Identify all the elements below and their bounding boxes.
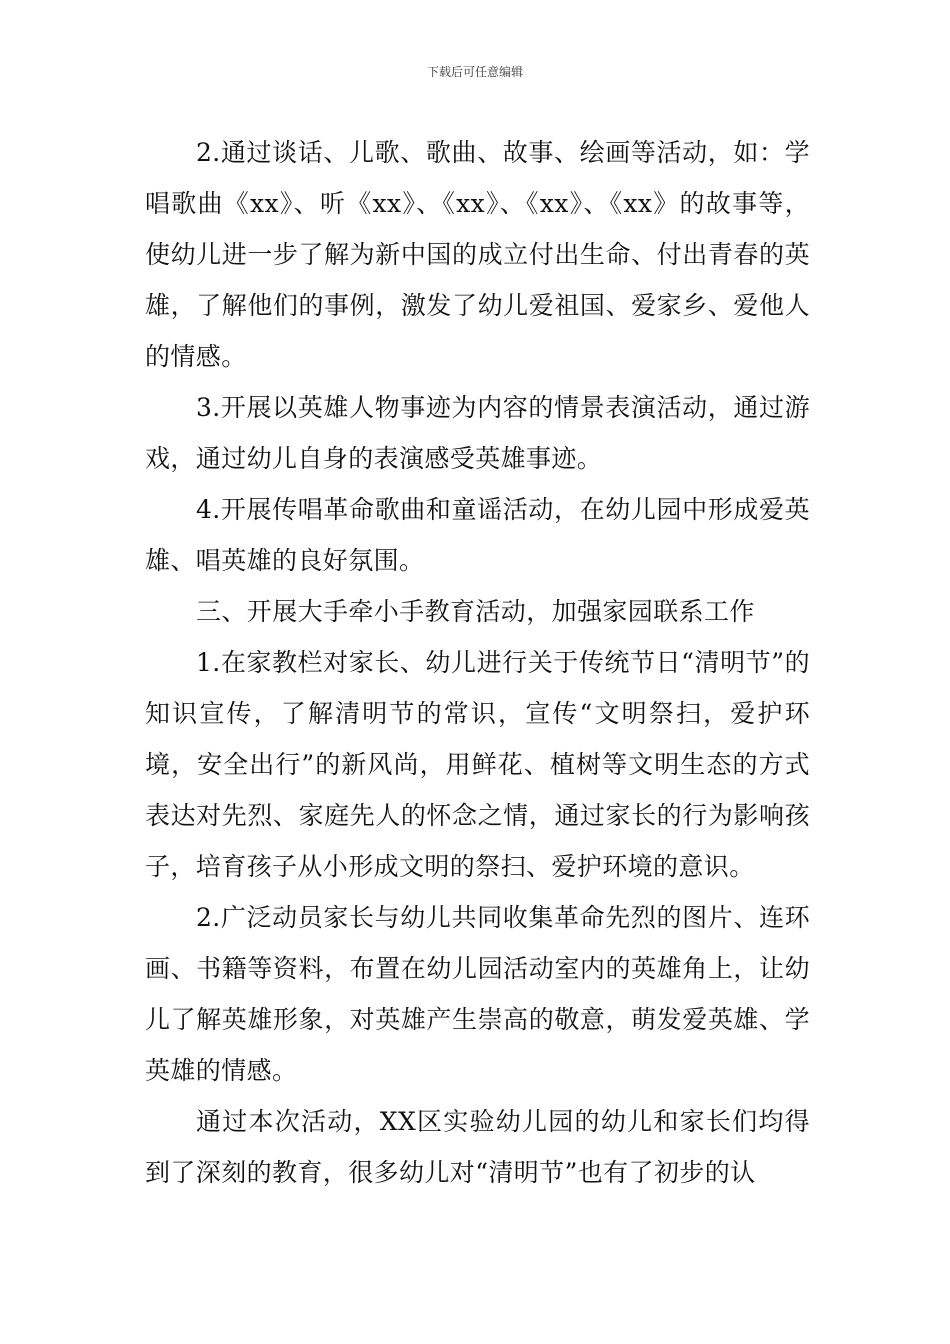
paragraph-family-1: 1.在家教栏对家长、幼儿进行关于传统节日“清明节”的知识宣传，了解清明节的常识，宣传“文明祭扫，爱护环境，安全出行”的新风尚，用鲜花、植树等文明生态的方式表达对先烈、家庭先人的怀念之情，通过家长的行为影响孩子，培育孩子从小形成文明的祭扫、爱护环境的意识。 [145,648,810,881]
paragraph-conclusion: 通过本次活动，XX区实验幼儿园的幼儿和家长们均得到了深刻的教育，很多幼儿对“清明节”也有了初步的认 [145,1107,810,1187]
document-body [145,127,810,1198]
page-header-note: 下载后可任意编辑 [426,65,523,79]
paragraph-family-2: 2.广泛动员家长与幼儿共同收集革命先烈的图片、连环画、书籍等资料，布置在幼儿园活动室内的英雄角上，让幼儿了解英雄形象，对英雄产生崇高的敬意，萌发爱英雄、学英雄的情感。 [145,903,810,1085]
paragraph-activity-2: 2.通过谈话、儿歌、歌曲、故事、绘画等活动，如：学唱歌曲《xx》、听《xx》、《xx》、《xx》、《xx》的故事等，使幼儿进一步了解为新中国的成立付出生命、付出青春的英雄，了解他们的事例，激发了幼儿爱祖国、爱家乡、爱他人的情感。 [145,138,810,371]
paragraph-activity-4: 4.开展传唱革命歌曲和童谣活动，在幼儿园中形成爱英雄、唱英雄的良好氛围。 [145,495,810,575]
paragraph-activity-3: 3.开展以英雄人物事迹为内容的情景表演活动，通过游戏，通过幼儿自身的表演感受英雄事迹。 [145,393,810,473]
section-heading-3: 三、开展大手牵小手教育活动，加强家园联系工作 [196,597,755,626]
